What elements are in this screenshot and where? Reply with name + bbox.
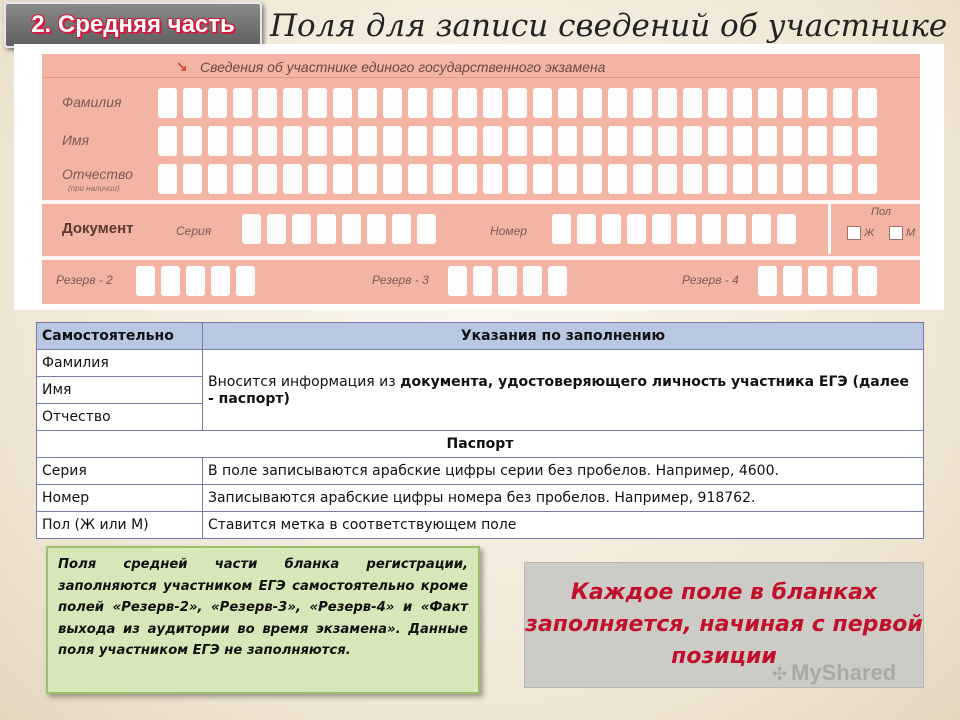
- watermark-icon: ✣: [772, 664, 788, 684]
- gender-male-label: М: [906, 227, 916, 239]
- form-cell[interactable]: [808, 164, 827, 194]
- form-cell[interactable]: [433, 164, 452, 194]
- table-row: [37, 350, 924, 377]
- form-cell[interactable]: [483, 88, 502, 118]
- header-self: Самостоятельно: [37, 323, 203, 350]
- divider: [42, 256, 920, 260]
- form-cell[interactable]: [186, 266, 205, 296]
- form-cell[interactable]: [458, 88, 477, 118]
- form-cell[interactable]: [808, 266, 827, 296]
- form-cell[interactable]: [383, 126, 402, 156]
- form-cell[interactable]: [633, 88, 652, 118]
- form-cell[interactable]: [158, 88, 177, 118]
- form-cell[interactable]: [483, 126, 502, 156]
- form-cell[interactable]: [508, 164, 527, 194]
- cells-reserve-2: [136, 266, 255, 296]
- form-cell[interactable]: [833, 266, 852, 296]
- watermark: [772, 660, 896, 686]
- form-cell[interactable]: [858, 266, 877, 296]
- name-instruction: [203, 350, 924, 431]
- form-cell[interactable]: [733, 88, 752, 118]
- form-cell[interactable]: [308, 164, 327, 194]
- checkbox-female[interactable]: [847, 226, 861, 240]
- red-note-text: Каждое поле в бланках заполняется, начиная с первой позиции: [525, 580, 923, 669]
- form-cell[interactable]: [658, 88, 677, 118]
- form-cell[interactable]: [858, 126, 877, 156]
- form-cell[interactable]: [392, 214, 411, 244]
- form-cell[interactable]: [633, 126, 652, 156]
- form-cell[interactable]: [283, 126, 302, 156]
- form-cell[interactable]: [658, 126, 677, 156]
- section-badge: 2. Средняя часть: [4, 2, 262, 48]
- form-cell[interactable]: [633, 164, 652, 194]
- green-note: Поля средней части бланка регистрации, заполняются участником ЕГЭ самостоятельно кроме полей «Резерв-2», «Резерв-3», «Резерв-4» и «Факт выхода из аудитории во время экзамена». Данные поля участником ЕГЭ не заполняются.: [46, 546, 480, 694]
- form-cell[interactable]: [498, 266, 517, 296]
- form-cell[interactable]: [858, 88, 877, 118]
- form-cell[interactable]: [708, 164, 727, 194]
- form-cell[interactable]: [627, 214, 646, 244]
- form-cell[interactable]: [473, 266, 492, 296]
- form-cell[interactable]: [833, 126, 852, 156]
- form-cell[interactable]: [702, 214, 721, 244]
- arrow-icon: ↘: [176, 58, 188, 74]
- cells-surname: [158, 88, 877, 118]
- form-cell[interactable]: [808, 88, 827, 118]
- row-field: Фамилия: [37, 350, 203, 377]
- form-cell[interactable]: [752, 214, 771, 244]
- cells-patronymic: [158, 164, 877, 194]
- cells-reserve-4: [758, 266, 877, 296]
- form-cell[interactable]: [211, 266, 230, 296]
- form-cell[interactable]: [658, 164, 677, 194]
- form-cell[interactable]: [358, 164, 377, 194]
- form-cell[interactable]: [583, 126, 602, 156]
- form-cell[interactable]: [458, 164, 477, 194]
- form-cell[interactable]: [783, 266, 802, 296]
- gender-box: [828, 202, 920, 254]
- form-cell[interactable]: [136, 266, 155, 296]
- row-text: Ставится метка в соответствующем поле: [203, 512, 924, 539]
- form-cell[interactable]: [292, 214, 311, 244]
- form-cell[interactable]: [161, 266, 180, 296]
- form-cell[interactable]: [408, 88, 427, 118]
- row-field: Пол (Ж или М): [37, 512, 203, 539]
- reserve-4-label: Резерв - 4: [682, 273, 739, 287]
- instructions-table: [36, 322, 924, 539]
- form-cell[interactable]: [577, 214, 596, 244]
- form-cell[interactable]: [777, 214, 796, 244]
- form-cell[interactable]: [317, 214, 336, 244]
- document-label: Документ: [62, 220, 134, 237]
- form-cell[interactable]: [158, 164, 177, 194]
- form-cell[interactable]: [733, 164, 752, 194]
- form-cell[interactable]: [833, 88, 852, 118]
- form-cell[interactable]: [708, 88, 727, 118]
- form-cell[interactable]: [558, 164, 577, 194]
- table-row: [37, 458, 924, 485]
- form-cell[interactable]: [258, 126, 277, 156]
- row-field: Имя: [37, 377, 203, 404]
- form-cell[interactable]: [508, 126, 527, 156]
- name-instruction-plain: Вносится информация из: [208, 374, 401, 390]
- form-cell[interactable]: [208, 164, 227, 194]
- cells-series: [242, 214, 436, 244]
- table-row: [37, 512, 924, 539]
- form-cell[interactable]: [458, 126, 477, 156]
- form-row-surname: [42, 86, 920, 120]
- form-cell[interactable]: [833, 164, 852, 194]
- form-cell[interactable]: [533, 88, 552, 118]
- form-cell[interactable]: [417, 214, 436, 244]
- form-cell[interactable]: [383, 164, 402, 194]
- form-cell[interactable]: [236, 266, 255, 296]
- form-cell[interactable]: [683, 88, 702, 118]
- form-cell[interactable]: [183, 164, 202, 194]
- form-cell[interactable]: [548, 266, 567, 296]
- gender-female[interactable]: [847, 226, 874, 240]
- row-label: Фамилия: [62, 94, 122, 110]
- form-cell[interactable]: [783, 164, 802, 194]
- row-field: Серия: [37, 458, 203, 485]
- form-cell[interactable]: [333, 164, 352, 194]
- form-cell[interactable]: [708, 126, 727, 156]
- form-cell[interactable]: [533, 126, 552, 156]
- gender-female-label: Ж: [864, 227, 875, 239]
- form-header: [42, 56, 920, 78]
- form-header-text: Сведения об участнике единого государственного экзамена: [200, 58, 606, 75]
- form-cell[interactable]: [483, 164, 502, 194]
- table-header-row: [37, 323, 924, 350]
- form-cell[interactable]: [158, 126, 177, 156]
- form-row-name: [42, 124, 920, 158]
- form-cell[interactable]: [602, 214, 621, 244]
- form-cell[interactable]: [533, 164, 552, 194]
- gender-title: Пол: [871, 206, 892, 218]
- passport-heading: Паспорт: [37, 431, 924, 458]
- cells-reserve-3: [448, 266, 567, 296]
- form-cell[interactable]: [758, 164, 777, 194]
- header-instructions: Указания по заполнению: [203, 323, 924, 350]
- form-cell[interactable]: [683, 126, 702, 156]
- passport-heading-row: [37, 431, 924, 458]
- form-cell[interactable]: [858, 164, 877, 194]
- table-row: [37, 485, 924, 512]
- form-cell[interactable]: [758, 126, 777, 156]
- form-cell[interactable]: [583, 88, 602, 118]
- form-cell[interactable]: [758, 266, 777, 296]
- form-cell[interactable]: [508, 88, 527, 118]
- form-cell[interactable]: [183, 88, 202, 118]
- form-cell[interactable]: [333, 88, 352, 118]
- form-cell[interactable]: [558, 126, 577, 156]
- form-cell[interactable]: [758, 88, 777, 118]
- registration-form: [42, 54, 920, 304]
- form-cell[interactable]: [523, 266, 542, 296]
- form-cell[interactable]: [783, 126, 802, 156]
- form-cell[interactable]: [408, 164, 427, 194]
- form-cell[interactable]: [233, 126, 252, 156]
- form-cell[interactable]: [433, 88, 452, 118]
- form-cell[interactable]: [233, 88, 252, 118]
- reserve-2-label: Резерв - 2: [56, 273, 113, 287]
- watermark-text: MyShared: [791, 660, 897, 685]
- form-cell[interactable]: [258, 88, 277, 118]
- form-cell[interactable]: [683, 164, 702, 194]
- form-cell[interactable]: [808, 126, 827, 156]
- form-cell[interactable]: [552, 214, 571, 244]
- form-cell[interactable]: [342, 214, 361, 244]
- form-cell[interactable]: [367, 214, 386, 244]
- checkbox-male[interactable]: [889, 226, 903, 240]
- form-cell[interactable]: [233, 164, 252, 194]
- row-text: Записываются арабские цифры номера без пробелов. Например, 918762.: [203, 485, 924, 512]
- form-cell[interactable]: [358, 88, 377, 118]
- form-cell[interactable]: [608, 88, 627, 118]
- cells-number: [552, 214, 796, 244]
- row-label: Имя: [62, 132, 90, 148]
- form-cell[interactable]: [558, 88, 577, 118]
- form-cell[interactable]: [308, 126, 327, 156]
- form-cell[interactable]: [383, 88, 402, 118]
- page-title: Поля для записи сведений об участнике: [270, 8, 948, 44]
- form-cell[interactable]: [727, 214, 746, 244]
- gender-male[interactable]: [889, 226, 915, 240]
- form-cell[interactable]: [267, 214, 286, 244]
- form-cell[interactable]: [258, 164, 277, 194]
- form-cell[interactable]: [283, 164, 302, 194]
- number-label: Номер: [490, 224, 527, 238]
- form-cell[interactable]: [333, 126, 352, 156]
- form-cell[interactable]: [183, 126, 202, 156]
- row-field: Номер: [37, 485, 203, 512]
- form-cell[interactable]: [408, 126, 427, 156]
- form-cell[interactable]: [677, 214, 696, 244]
- row-sub: (при наличии): [68, 184, 120, 193]
- series-label: Серия: [176, 224, 212, 238]
- form-cell[interactable]: [242, 214, 261, 244]
- form-frame: [14, 44, 944, 310]
- divider: [42, 200, 920, 204]
- form-cell[interactable]: [783, 88, 802, 118]
- form-cell[interactable]: [652, 214, 671, 244]
- row-field: Отчество: [37, 404, 203, 431]
- cells-name: [158, 126, 877, 156]
- form-cell[interactable]: [608, 164, 627, 194]
- row-text: В поле записываются арабские цифры серии без пробелов. Например, 4600.: [203, 458, 924, 485]
- form-cell[interactable]: [733, 126, 752, 156]
- form-cell[interactable]: [308, 88, 327, 118]
- form-cell[interactable]: [208, 126, 227, 156]
- form-row-patronymic: [42, 162, 920, 196]
- form-cell[interactable]: [358, 126, 377, 156]
- form-cell[interactable]: [608, 126, 627, 156]
- form-cell[interactable]: [433, 126, 452, 156]
- form-cell[interactable]: [208, 88, 227, 118]
- name-instruction-bold: документа, удостоверяющего личность участника ЕГЭ (далее - паспорт): [208, 374, 909, 407]
- row-label: Отчество: [62, 166, 133, 182]
- form-cell[interactable]: [583, 164, 602, 194]
- form-cell[interactable]: [283, 88, 302, 118]
- form-cell[interactable]: [448, 266, 467, 296]
- reserve-3-label: Резерв - 3: [372, 273, 429, 287]
